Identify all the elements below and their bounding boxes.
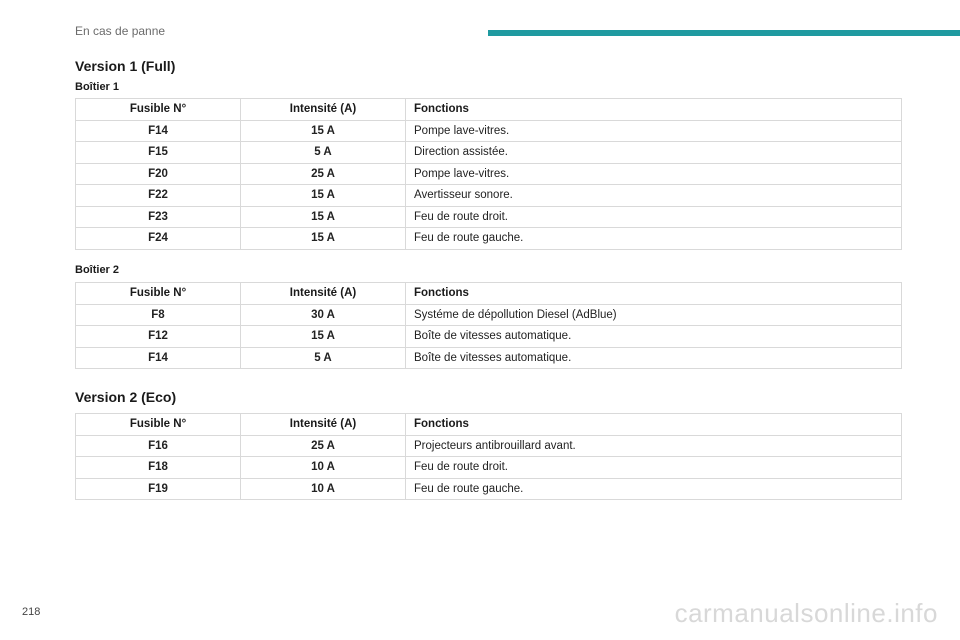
column-header-functions: Fonctions [406,414,902,436]
table-header-row [76,283,902,305]
table-row [76,478,902,500]
function-cell: Feu de route gauche. [406,478,902,500]
function-cell: Systéme de dépollution Diesel (AdBlue) [406,304,902,326]
table-row [76,228,902,250]
function-cell: Boîte de vitesses automatique. [406,326,902,348]
table-row [76,185,902,207]
amperage-cell: 25 A [241,435,406,457]
amperage-cell: 5 A [241,347,406,369]
section-header: En cas de panne [75,24,166,38]
table-header-row [76,414,902,436]
table-header-row [76,99,902,121]
box1-fuse-table [75,98,902,250]
watermark: carmanualsonline.info [674,598,938,628]
amperage-cell: 15 A [241,206,406,228]
fuse-cell: F14 [76,120,241,142]
page-number: 218 [22,606,41,618]
fuse-cell: F16 [76,435,241,457]
box2-fuse-table [75,282,902,369]
fuse-cell: F15 [76,142,241,164]
function-cell: Boîte de vitesses automatique. [406,347,902,369]
fuse-cell: F12 [76,326,241,348]
amperage-cell: 15 A [241,185,406,207]
fuse-cell: F18 [76,457,241,479]
table-row [76,347,902,369]
amperage-cell: 30 A [241,304,406,326]
function-cell: Direction assistée. [406,142,902,164]
table-row [76,142,902,164]
column-header-fuse: Fusible N° [76,283,241,305]
table-row [76,457,902,479]
box1-title: Boîtier 1 [75,81,120,93]
column-header-functions: Fonctions [406,99,902,121]
amperage-cell: 10 A [241,457,406,479]
version2-title: Version 2 (Eco) [75,389,177,405]
column-header-amperage: Intensité (A) [241,99,406,121]
fuse-cell: F19 [76,478,241,500]
column-header-fuse: Fusible N° [76,99,241,121]
amperage-cell: 25 A [241,163,406,185]
function-cell: Pompe lave-vitres. [406,163,902,185]
box2-title: Boîtier 2 [75,264,120,276]
table-row [76,435,902,457]
fuse-cell: F22 [76,185,241,207]
table-row [76,304,902,326]
column-header-amperage: Intensité (A) [241,414,406,436]
function-cell: Pompe lave-vitres. [406,120,902,142]
amperage-cell: 15 A [241,326,406,348]
version1-title: Version 1 (Full) [75,58,176,74]
column-header-functions: Fonctions [406,283,902,305]
table-row [76,120,902,142]
column-header-amperage: Intensité (A) [241,283,406,305]
amperage-cell: 10 A [241,478,406,500]
table-row [76,326,902,348]
function-cell: Projecteurs antibrouillard avant. [406,435,902,457]
fuse-cell: F14 [76,347,241,369]
amperage-cell: 15 A [241,120,406,142]
function-cell: Avertisseur sonore. [406,185,902,207]
function-cell: Feu de route droit. [406,206,902,228]
fuse-cell: F20 [76,163,241,185]
table-row [76,163,902,185]
column-header-fuse: Fusible N° [76,414,241,436]
function-cell: Feu de route droit. [406,457,902,479]
section-accent-bar [488,30,960,36]
fuse-cell: F24 [76,228,241,250]
version2-fuse-table [75,413,902,500]
fuse-cell: F23 [76,206,241,228]
amperage-cell: 15 A [241,228,406,250]
amperage-cell: 5 A [241,142,406,164]
function-cell: Feu de route gauche. [406,228,902,250]
fuse-cell: F8 [76,304,241,326]
table-row [76,206,902,228]
